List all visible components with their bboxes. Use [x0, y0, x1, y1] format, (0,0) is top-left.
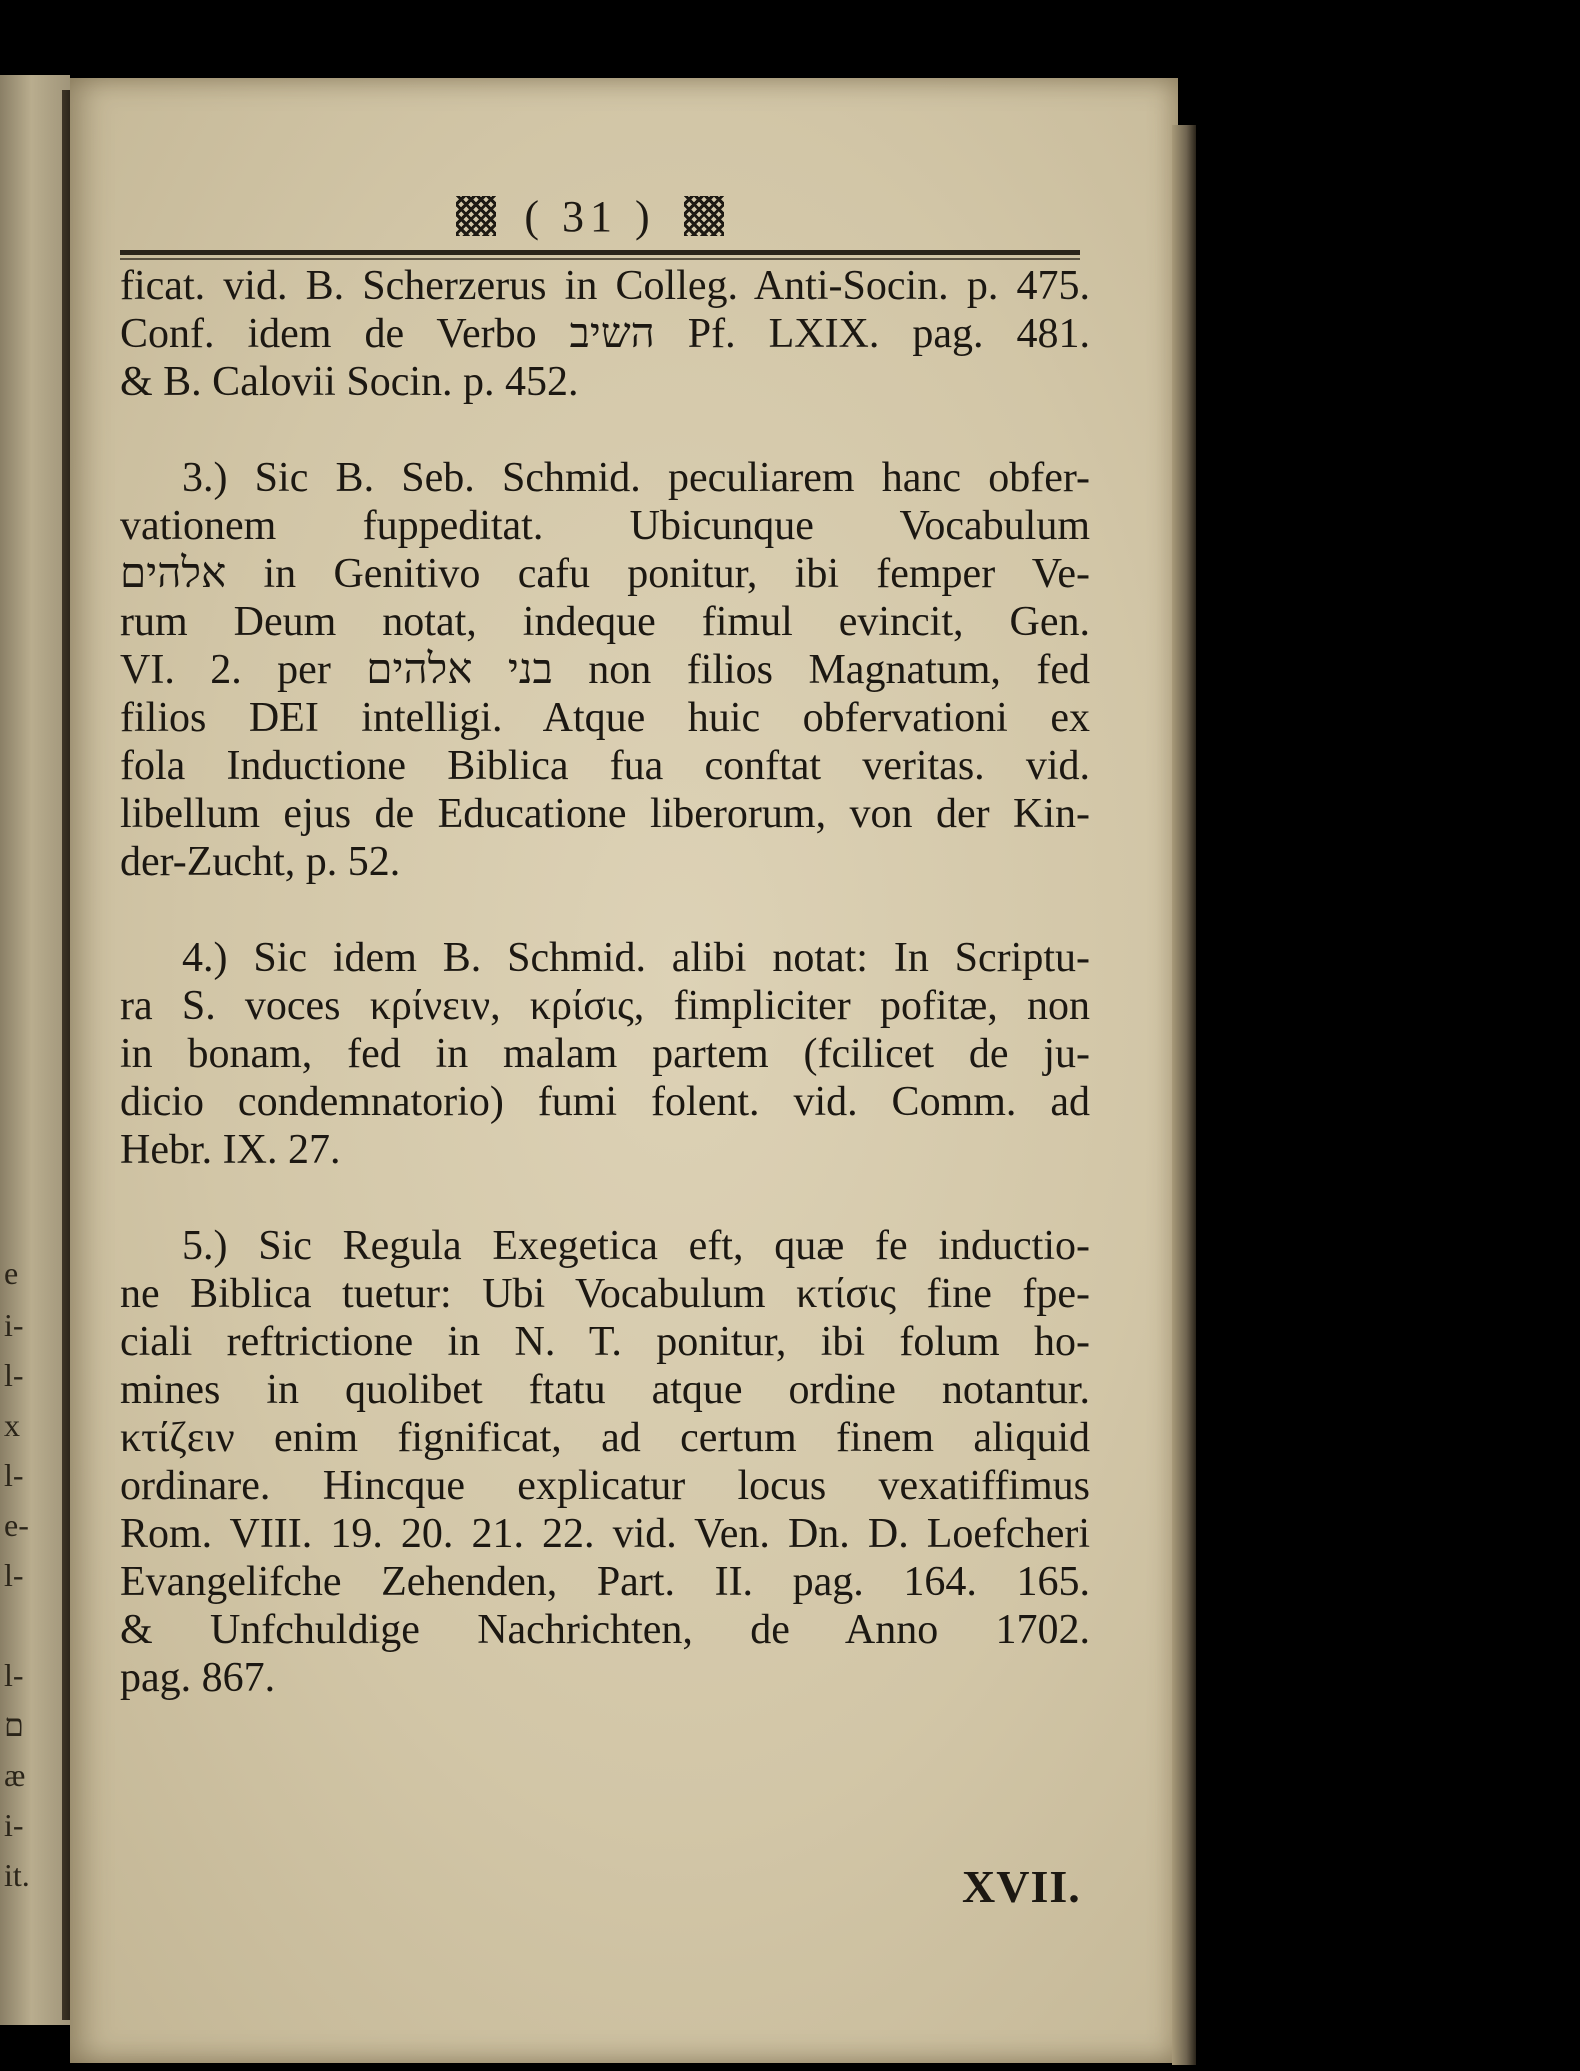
facing-page-edge	[0, 75, 70, 2025]
text-line: mines in quolibet ftatu atque ordine notantur.	[120, 1367, 1090, 1413]
header-rule-thin	[120, 258, 1080, 260]
body-text	[120, 262, 1090, 1702]
margin-fragment: x	[4, 1407, 20, 1443]
text-line: dicio condemnatorio) fumi folent. vid. Comm. ad	[120, 1079, 1090, 1125]
margin-fragment: l-	[4, 1357, 24, 1393]
margin-fragment: æ	[4, 1757, 26, 1793]
text-line: pag. 867.	[120, 1655, 276, 1701]
text-line: fola Inductione Biblica fua conftat veritas. vid.	[120, 743, 1090, 789]
paragraph-gap	[120, 406, 1090, 454]
text-line: vationem fuppeditat. Ubicunque Vocabulum	[120, 503, 1090, 549]
paragraph-gap	[120, 886, 1090, 934]
text-line: Conf. idem de Verbo השיב Pf. LXIX. pag. 481.	[120, 311, 1090, 357]
text-line: ciali reftrictione in N. T. ponitur, ibi folum ho-	[120, 1319, 1090, 1365]
text-line: 4.) Sic idem B. Schmid. alibi notat: In Scriptu-	[182, 935, 1090, 981]
ornament-icon	[456, 196, 496, 236]
text-line: & B. Calovii Socin. p. 452.	[120, 359, 579, 405]
page-number: ( 31 )	[524, 191, 656, 241]
page-header	[330, 186, 850, 246]
margin-fragment: ם	[4, 1707, 24, 1743]
margin-fragment: it.	[4, 1857, 30, 1893]
margin-fragment: i-	[4, 1807, 24, 1843]
text-line: κτίζειν enim fignificat, ad certum finem aliquid	[120, 1415, 1090, 1461]
text-line: Rom. VIII. 19. 20. 21. 22. vid. Ven. Dn. D. Loefcheri	[120, 1511, 1090, 1557]
text-line: VI. 2. per בני אלהים non filios Magnatum, fed	[120, 647, 1090, 693]
text-line: 5.) Sic Regula Exegetica eft, quæ fe inductio-	[182, 1223, 1090, 1269]
margin-fragment: l-	[4, 1457, 24, 1493]
paragraph-gap	[120, 1174, 1090, 1222]
text-line: ra S. voces κρίνειν, κρίσις, fimpliciter pofitæ, non	[120, 983, 1090, 1029]
text-line: ordinare. Hincque explicatur locus vexatiffimus	[120, 1463, 1090, 1509]
text-line: in bonam, fed in malam partem (fcilicet de ju-	[120, 1031, 1090, 1077]
text-line: Evangelifche Zehenden, Part. II. pag. 164. 165.	[120, 1559, 1090, 1605]
signature-mark: XVII.	[962, 1861, 1081, 1912]
text-line: Hebr. IX. 27.	[120, 1127, 341, 1173]
header-rule	[120, 250, 1080, 255]
margin-fragment: l-	[4, 1657, 24, 1693]
text-line: 3.) Sic B. Seb. Schmid. peculiarem hanc obfer-	[182, 455, 1090, 501]
margin-fragment: i-	[4, 1307, 24, 1343]
text-line: ne Biblica tuetur: Ubi Vocabulum κτίσις fine fpe-	[120, 1271, 1090, 1317]
text-line: filios DEI intelligi. Atque huic obfervationi ex	[120, 695, 1090, 741]
text-line: אלהים in Genitivo cafu ponitur, ibi femper Ve-	[120, 551, 1090, 597]
text-line: libellum ejus de Educatione liberorum, von der Kin-	[120, 791, 1090, 837]
text-line: rum Deum notat, indeque fimul evincit, Gen.	[120, 599, 1090, 645]
text-line: ficat. vid. B. Scherzerus in Colleg. Anti-Socin. p. 475.	[120, 263, 1090, 309]
margin-fragment: e-	[4, 1507, 29, 1543]
margin-fragment: l-	[4, 1557, 24, 1593]
page-edge-shadow	[1172, 125, 1196, 2065]
ornament-icon	[684, 196, 724, 236]
text-line: & Unfchuldige Nachrichten, de Anno 1702.	[120, 1607, 1090, 1653]
text-line: der-Zucht, p. 52.	[120, 839, 401, 885]
margin-fragment: e	[4, 1255, 19, 1291]
